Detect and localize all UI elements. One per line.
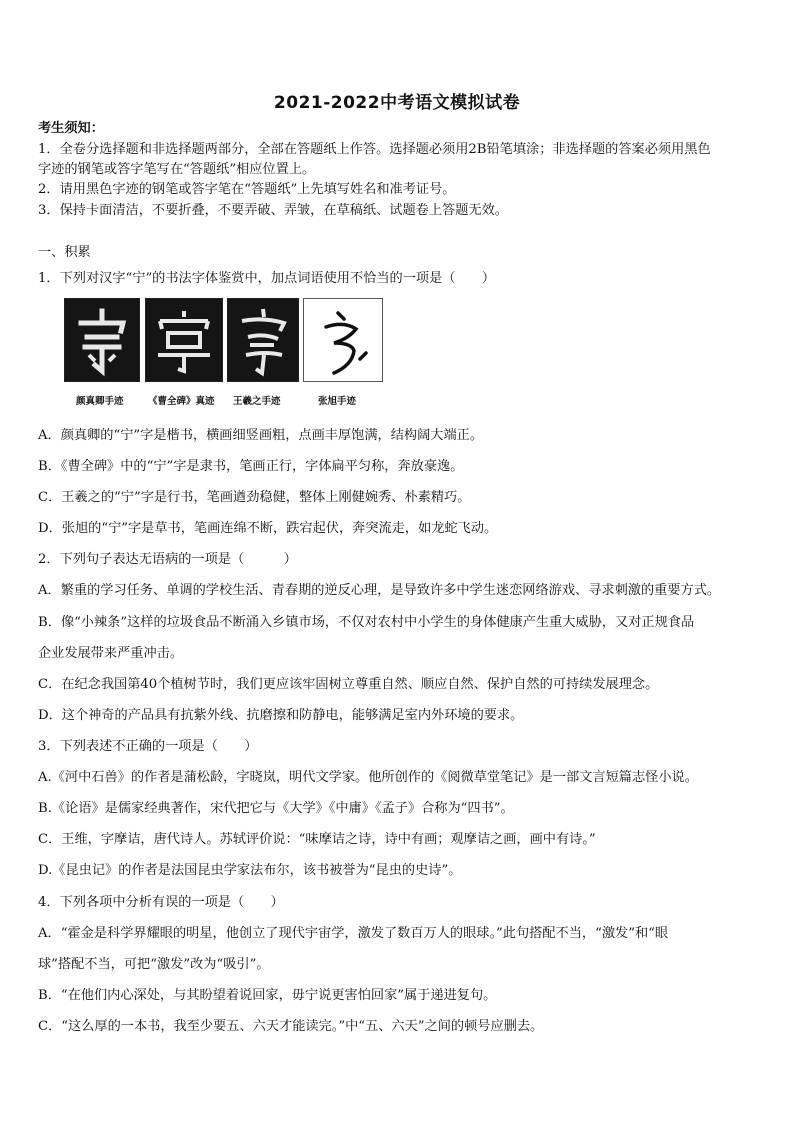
- option: D.《昆虫记》的作者是法国昆虫学家法布尔，该书被誉为“昆虫的史诗”。: [38, 863, 462, 878]
- option-continuation: 企业发展带来严重冲击。: [38, 646, 184, 661]
- question-stem: 2．下列句子表达无语病的一项是（ ）: [38, 552, 297, 567]
- notice-item: 2．请用黑色字迹的钢笔或答字笔在“答题纸”上先填写姓名和准考证号。: [38, 182, 456, 197]
- option: C．“这么厚的一本书，我至少要五、六天才能读完。”中“五、六天”之间的顿号应删去。: [38, 1019, 544, 1034]
- section-heading: 一、积累: [38, 245, 91, 260]
- option: C．王维，字摩诘，唐代诗人。苏轼评价说：“味摩诘之诗，诗中有画；观摩诘之画，画中有诗。”: [38, 832, 596, 847]
- option: B．像“小辣条”这样的垃圾食品不断涌入乡镇市场，不仅对农村中小学生的身体健康产生重大威胁，又对正规食品: [38, 615, 695, 630]
- caption-zhang: 张旭手迹: [318, 396, 357, 407]
- question-stem: 4．下列各项中分析有误的一项是（ ）: [38, 895, 284, 910]
- notice-item: 字迹的钢笔或答字笔写在“答题纸”相应位置上。: [38, 162, 316, 177]
- option: B．“在他们内心深处，与其盼望着说回家，毋宁说更害怕回家”属于递进复句。: [38, 988, 497, 1003]
- caption-wang: 王羲之手迹: [233, 396, 281, 407]
- question-stem: 1．下列对汉字“宁”的书法字体鉴赏中，加点词语使用不恰当的一项是（ ）: [38, 271, 496, 286]
- calligraphy-image-wang: [227, 298, 299, 382]
- option: A．颜真卿的“宁”字是楷书，横画细竖画粗，点画丰厚饱满，结构阔大端正。: [38, 428, 484, 443]
- option-continuation: 球”搭配不当，可把“激发”改为“吸引”。: [38, 957, 270, 972]
- calligraphy-image-zhang: [303, 298, 383, 382]
- calligraphy-image-yan: [64, 298, 140, 382]
- option: C．在纪念我国第40个植树节时，我们更应该牢固树立尊重自然、顺应自然、保护自然的可持续发展理念。: [38, 677, 659, 692]
- option: D．这个神奇的产品具有抗紫外线、抗磨擦和防静电，能够满足室内外环境的要求。: [38, 708, 524, 723]
- option: A．“霍金是科学界耀眼的明星，他创立了现代宇宙学，激发了数百万人的眼球。”此句搭配不当，“激发”和“眼: [38, 926, 669, 941]
- option: D．张旭的“宁”字是草书，笔画连绵不断，跌宕起伏，奔突流走，如龙蛇飞动。: [38, 521, 498, 536]
- notice-heading: 考生须知：: [38, 121, 104, 136]
- option: A．繁重的学习任务、单调的学校生活、青春期的逆反心理，是导致许多中学生迷恋网络游戏、寻求刺激的重要方式。: [38, 583, 721, 598]
- option: C．王羲之的“宁”字是行书，笔画遒劲稳健，整体上刚健婉秀、朴素精巧。: [38, 490, 471, 505]
- notice-item: 3．保持卡面清洁，不要折叠，不要弄破、弄皱，在草稿纸、试题卷上答题无效。: [38, 203, 508, 218]
- option: B.《论语》是儒家经典著作，宋代把它与《大学》《中庸》《孟子》合称为“四书”。: [38, 801, 514, 816]
- caption-yan: 颜真卿手迹: [76, 396, 124, 407]
- calligraphy-image-caoquan: [145, 298, 223, 382]
- notice-item: 1．全卷分选择题和非选择题两部分，全部在答题纸上作答。选择题必须用2B铅笔填涂；非选择题的答案必须用黑色: [38, 142, 711, 157]
- question-stem: 3．下列表述不正确的一项是（ ）: [38, 739, 258, 754]
- option: B．《曹全碑》中的“宁”字是隶书，笔画正行，字体扁平匀称，奔放豪逸。: [38, 459, 464, 474]
- caption-caoquan: 《曹全碑》真迹: [148, 396, 215, 407]
- page-title: 2021-2022中考语文模拟试卷: [273, 93, 521, 113]
- option: A.《河中石兽》的作者是蒲松龄，字晓岚，明代文学家。他所创作的《阅微草堂笔记》是一部文言短篇志怪小说。: [38, 770, 698, 785]
